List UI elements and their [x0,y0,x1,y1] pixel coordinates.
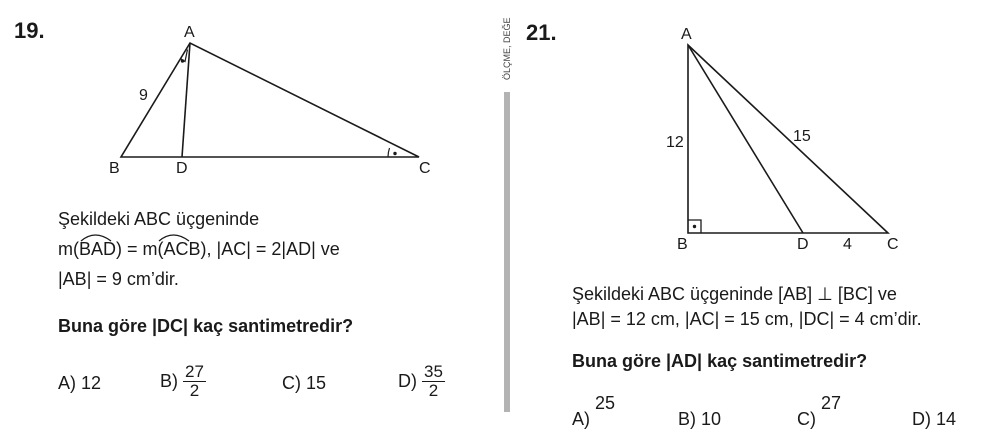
q19-option-b-label: B) [160,371,178,391]
q19-option-d-fraction [422,363,445,400]
q21-vertex-b: B [677,236,688,253]
q19-triangle-abc [121,43,419,157]
q21-vertex-d: D [797,236,809,253]
q21-triangle-figure [560,0,980,260]
q19-option-a-label: A) [58,373,76,393]
q19-option-d-label: D) [398,371,417,391]
q21-option-a-label: A) [572,409,590,429]
q19-option-b[interactable] [160,363,206,400]
q19-text-line3: |AB| = 9 cm’dir. [58,269,179,289]
q19-vertex-a: A [184,24,195,41]
column-divider [504,92,510,412]
q21-option-d[interactable] [912,409,956,430]
q19-hat-bad [81,235,111,241]
side-label [498,4,516,84]
q19-option-d-num: 35 [424,362,443,381]
q19-question: Buna göre |DC| kaç santimetredir? [58,316,354,336]
q21-option-c-num: 27 [821,393,842,413]
q21-option-d-label: D) 14 [912,409,957,429]
q21-option-c-label: C) [797,409,816,429]
q21-segment-ad [688,45,803,233]
q19-option-c-value: 15 [306,373,327,393]
q21-option-c[interactable] [797,393,842,429]
side-label-text: ÖLÇME, DEĞE [502,17,512,80]
q19-option-c[interactable] [282,373,326,394]
q19-angle-dot-c [393,152,396,155]
q19-option-b-den: 2 [189,381,200,400]
q21-option-b-label: B) 10 [678,409,722,429]
q19-text-line1: Şekildeki ABC üçgeninde [58,209,260,229]
q19-option-a[interactable] [58,373,101,394]
q19-hat-acb [159,235,189,241]
q19-angle-dot-a [181,59,184,62]
q19-vertex-d: D [176,160,188,177]
q21-vertex-c: C [887,236,899,253]
q21-triangle-abc [688,45,888,233]
q21-side-ab-length: 12 [666,134,684,151]
q19-text-end: ), |AC| = 2|AD| ve [200,239,340,259]
q19-option-c-label: C) [282,373,301,393]
q19-option-b-num: 27 [185,362,204,381]
question-21-number: 21. [526,20,557,45]
q21-option-a[interactable] [572,393,616,429]
q19-option-d[interactable] [398,363,445,400]
q19-text-mid: ) = m( [116,239,164,259]
q19-triangle-figure [0,0,480,190]
q19-option-a-value: 12 [81,373,102,393]
q21-question: Buna göre |AD| kaç santimetredir? [572,351,868,371]
q21-option-b[interactable] [678,409,721,430]
q21-side-ac-length: 15 [793,128,811,145]
q19-vertex-b: B [109,160,120,177]
q19-side-ab-length: 9 [139,87,148,104]
q21-text-line1: Şekildeki ABC üçgeninde [AB] ⊥ [BC] ve [572,284,897,304]
q19-option-b-fraction [183,363,206,400]
q21-side-dc-length: 4 [843,236,852,253]
q21-text-line2: |AB| = 12 cm, |AC| = 15 cm, |DC| = 4 cm’dir. [572,309,922,329]
q19-option-d-den: 2 [428,381,439,400]
q19-vertex-c: C [419,160,431,177]
q21-option-a-num: 25 [595,393,616,413]
q21-right-angle-dot [693,225,696,228]
q19-angle-hats [77,230,197,244]
q19-angle-bad: BAD [79,239,117,259]
q19-text-m1: m( [58,239,79,259]
q19-angle-arc-c [388,148,390,157]
q19-angle-acb: ACB [163,239,201,259]
question-19-number: 19. [14,18,45,43]
q21-vertex-a: A [681,26,692,43]
